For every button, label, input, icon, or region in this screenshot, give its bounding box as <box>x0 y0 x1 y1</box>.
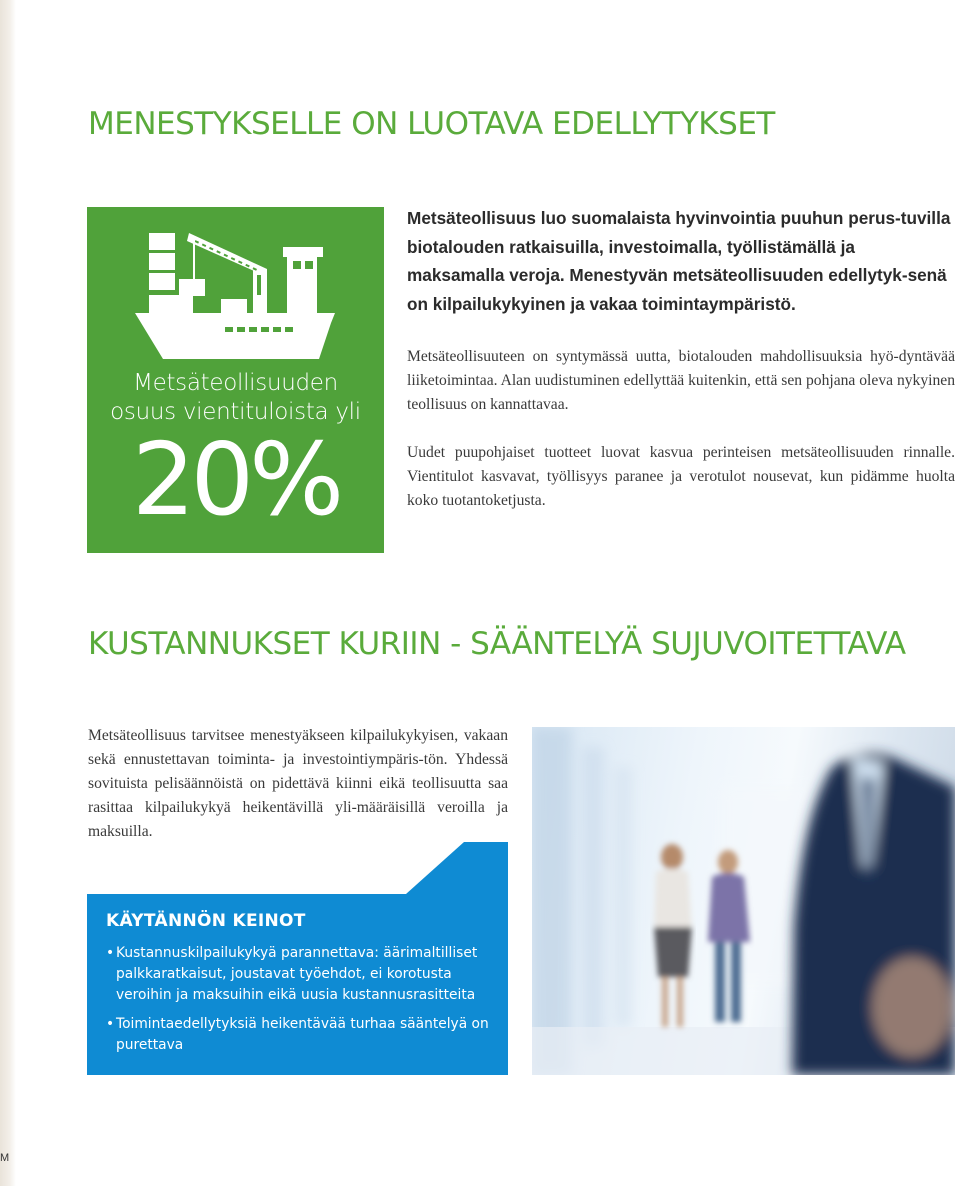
office-people-walking-photo <box>532 727 955 1075</box>
bullet: • <box>106 1016 115 1032</box>
keinot-item-1: Kustannuskilpailukykyä parannettava: äärimaltilliset palkkaratkaisut, joustavat työehdot, ei korotusta veroihin ja maksuihin eikä uusia kustannusrasitteita <box>116 945 478 1003</box>
cargo-ship-icon <box>135 231 335 361</box>
keinot-box-tab <box>406 842 464 894</box>
list-item <box>106 1014 491 1056</box>
stat-description <box>87 369 384 427</box>
body-paragraph-1: Metsäteollisuuteen on syntymässä uutta, biotalouden mahdollisuuksia hyö-dyntävää liiketoimintaa. Alan uudistuminen edellyttää kuitenkin, että sen pohjana oleva nykyinen teollisuus on kannattavaa. <box>407 348 955 413</box>
list-item <box>106 943 491 1006</box>
stat-value: 20% <box>131 421 340 538</box>
section2-paragraph: Metsäteollisuus tarvitsee menestyäkseen kilpailukykyisen, vakaan sekä ennustettavan toiminta- ja investointiympäris-tön. Yhdessä sovituista pelisäännöistä on pidettävä kiinni eikä teollisuutta saa rasittaa kilpailukykyä heikentävillä yli-määräisillä veroilla ja maksuilla. <box>88 727 508 840</box>
section2-heading: KUSTANNUKSET KURIIN - SÄÄNTELYÄ SUJUVOITETTAVA <box>88 626 906 662</box>
lead-paragraph: Metsäteollisuus luo suomalaista hyvinvointia puuhun perus-tuvilla biotalouden ratkaisuilla, investoimalla, työllistämällä ja maksamalla veroja. Menestyvän metsäteollisuuden edellytyk-senä on kilpailukykyinen ja vakaa toimintaympäristö. <box>407 208 951 314</box>
edge-letter: M <box>0 1152 10 1164</box>
page-edge-strip <box>0 0 16 1186</box>
keinot-box-tab-fill <box>464 842 508 894</box>
stat-box <box>87 207 384 553</box>
body-paragraph-2: Uudet puupohjaiset tuotteet luovat kasvua perinteisen metsäteollisuuden rinnalle. Vientitulot kasvavat, työllisyys paranee ja verotulot nousevat, kun pidämme huolta koko tuotantoketjusta. <box>407 444 955 509</box>
photo-illustration <box>532 727 955 1075</box>
keinot-list <box>106 943 491 1064</box>
bullet: • <box>106 945 115 961</box>
section1-heading: MENESTYKSELLE ON LUOTAVA EDELLYTYKSET <box>88 106 775 142</box>
stat-text-line2: osuus vientituloista yli <box>110 399 361 425</box>
keinot-box <box>87 894 508 1075</box>
keinot-item-2: Toimintaedellytyksiä heikentävää turhaa sääntelyä on purettava <box>116 1016 489 1053</box>
keinot-title: KÄYTÄNNÖN KEINOT <box>106 911 306 931</box>
stat-text-line1: Metsäteollisuuden <box>133 370 338 396</box>
